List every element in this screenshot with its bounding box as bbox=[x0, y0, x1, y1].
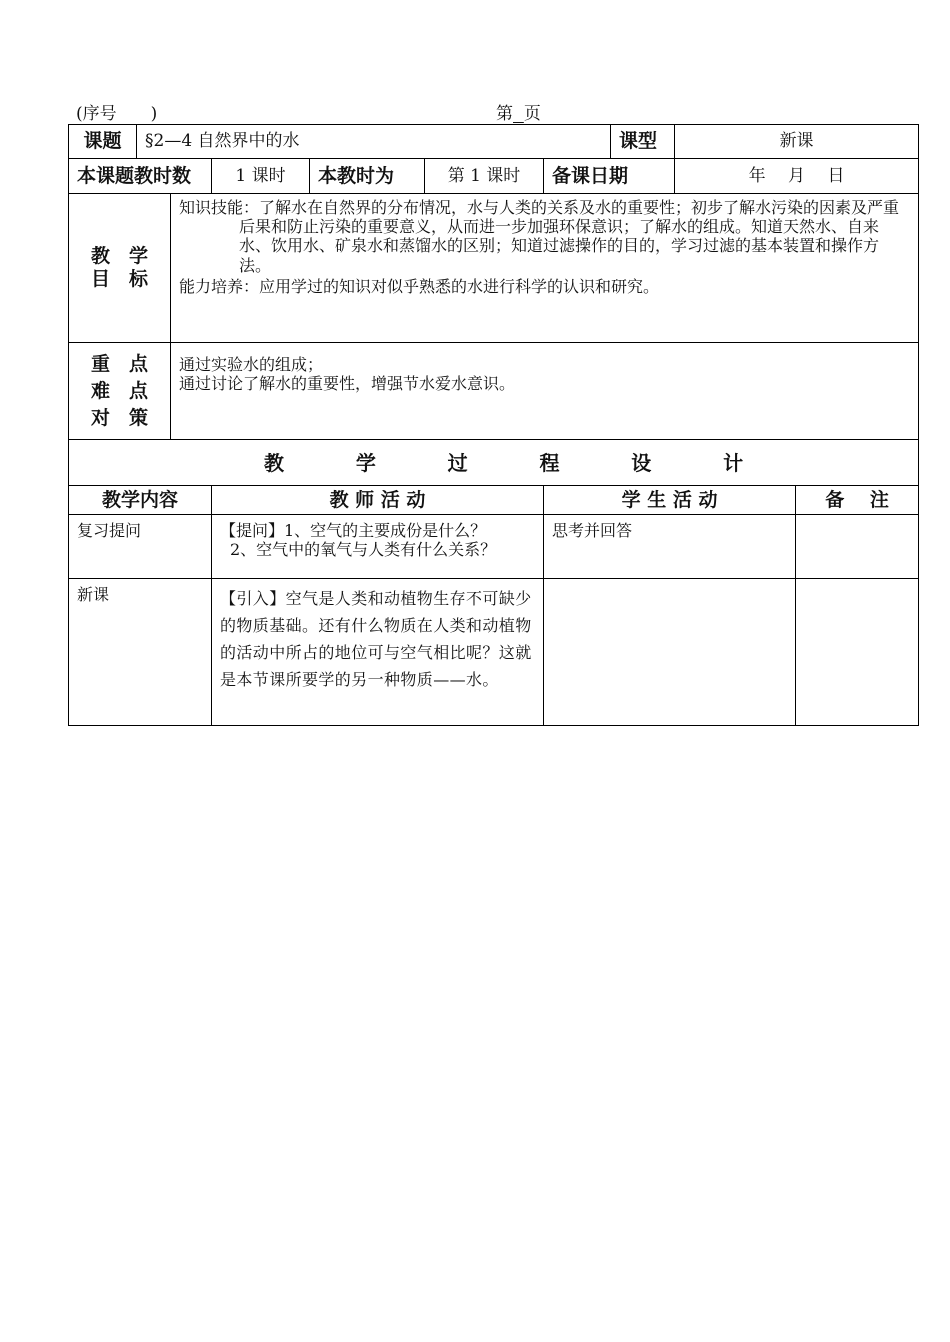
process-title-row bbox=[69, 440, 919, 486]
objectives-content bbox=[171, 194, 919, 343]
key-point-line: 通过讨论了解水的重要性，增强节水爱水意识。 bbox=[179, 374, 516, 394]
process-title-cell bbox=[69, 440, 919, 486]
table-row bbox=[69, 579, 919, 726]
column-header-student: 学 生 活 动 bbox=[544, 486, 796, 515]
row-content: 复习提问 bbox=[69, 515, 212, 579]
hours-row bbox=[69, 159, 919, 194]
column-header-teacher: 教 师 活 动 bbox=[212, 486, 544, 515]
row-notes bbox=[796, 515, 919, 579]
page-number-label: 第 页 bbox=[496, 104, 541, 124]
total-hours-value: 1 课时 bbox=[212, 159, 310, 194]
prep-date-label: 备课日期 bbox=[544, 159, 675, 194]
key-points-content bbox=[171, 343, 919, 440]
key-point-line: 通过实验水的组成； bbox=[179, 355, 324, 374]
objectives-row bbox=[69, 194, 919, 343]
topic-label: 课题 bbox=[69, 125, 137, 159]
knowledge-skills-text: 知识技能：了解水在自然界的分布情况，水与人类的关系及水的重要性；初步了解水污染的因素及严重后果和防止污染的重要意义，从而进一步加强环保意识；了解水的组成。知道天然水、自来水、饮用水、矿泉水和蒸馏水的区别；知道过滤操作的目的，学习过滤的基本装置和操作方法。 bbox=[179, 198, 900, 275]
lesson-type-value: 新课 bbox=[675, 125, 919, 159]
row-teacher-activity: 【引入】空气是人类和动植物生存不可缺少的物质基础。还有什么物质在人类和动植物的活动中所占的地位可与空气相比呢？这就是本节课所要学的另一种物质——水。 bbox=[212, 579, 544, 726]
current-hour-value: 第 1 课时 bbox=[425, 159, 544, 194]
table-row bbox=[69, 515, 919, 579]
topic-value: §2—4 自然界中的水 bbox=[137, 125, 611, 159]
row-student-activity bbox=[544, 579, 796, 726]
row-teacher-activity: 【提问】1、空气的主要成份是什么？ 2、空气中的氧气与人类有什么关系？ bbox=[212, 515, 544, 579]
ability-text: 能力培养：应用学过的知识对似乎熟悉的水进行科学的认识和研究。 bbox=[179, 276, 660, 296]
process-column-header-row bbox=[69, 486, 919, 515]
key-points-row bbox=[69, 343, 919, 440]
serial-number-label: (序号 ) bbox=[76, 104, 158, 124]
lesson-plan-table bbox=[68, 124, 919, 726]
column-header-content: 教学内容 bbox=[69, 486, 212, 515]
key-points-label: 重 点 难 点 对 策 bbox=[69, 343, 171, 440]
current-hour-label: 本教时为 bbox=[310, 159, 425, 194]
row-notes bbox=[796, 579, 919, 726]
page-number-blank bbox=[513, 104, 524, 124]
row-content: 新课 bbox=[69, 579, 212, 726]
prep-date-value: 年 月 日 bbox=[675, 159, 919, 194]
topic-row bbox=[69, 125, 919, 159]
objectives-label: 教 学 目 标 bbox=[69, 194, 171, 343]
total-hours-label: 本课题教时数 bbox=[69, 159, 212, 194]
process-title: 教 学 过 程 设 计 bbox=[264, 450, 744, 475]
row-student-activity: 思考并回答 bbox=[544, 515, 796, 579]
column-header-notes: 备 注 bbox=[796, 486, 919, 515]
lesson-type-label: 课型 bbox=[611, 125, 675, 159]
